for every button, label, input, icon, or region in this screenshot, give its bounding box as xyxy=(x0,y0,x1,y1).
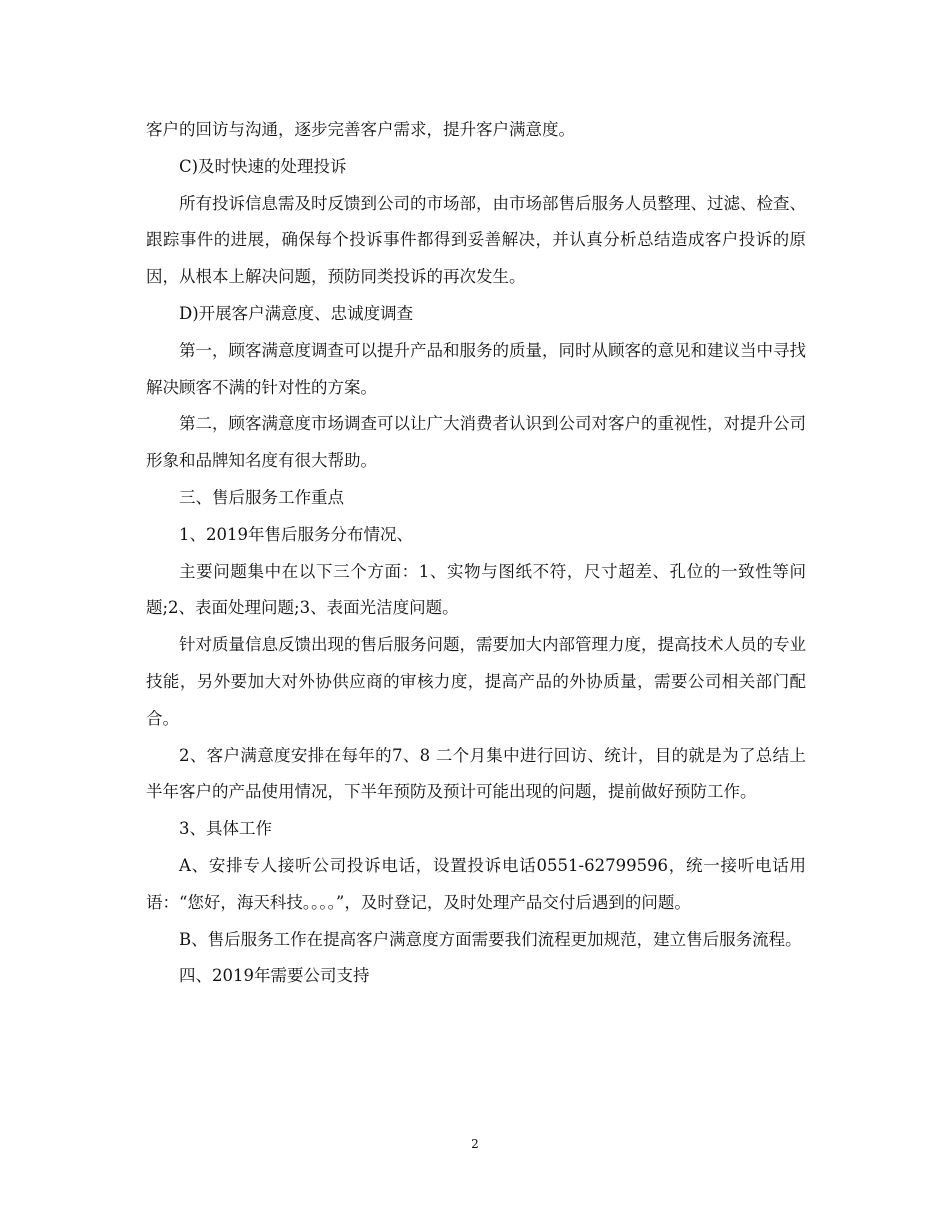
section-heading-3: 三、售后服务工作重点 xyxy=(179,487,344,507)
heading-c: C)及时快速的处理投诉 xyxy=(179,156,347,176)
paragraph-3: 所有投诉信息需及时反馈到公司的市场部，由市场部售后服务人员整理、过滤、检查、跟踪事件的进展，确保每个投诉事件都得到妥善解决，并认真分析总结造成客户投诉的原因，从根本上解决问题，预防同类投诉的再次发生。 xyxy=(146,193,806,287)
body-text xyxy=(146,112,806,995)
paragraph-10: 针对质量信息反馈出现的售后服务问题，需要加大内部管理力度，提高技术人员的专业技能，另外要加大对外协供应商的审核力度，提高产品的外协质量，需要公司相关部门配合。 xyxy=(146,635,806,728)
section-heading-4: 四、2019年需要公司支持 xyxy=(179,966,370,986)
item-3: 3、具体工作 xyxy=(179,819,272,839)
item-b: B、售后服务工作在提高客户满意度方面需要我们流程更加规范，建立售后服务流程。 xyxy=(179,929,802,949)
item-2: 2、客户满意度安排在每年的7、8 二个月集中进行回访、统计，目的就是为了总结上半年客户的产品使用情况，下半年预防及预计可能出现的问题，提前做好预防工作。 xyxy=(146,745,806,802)
heading-d: D)开展客户满意度、忠诚度调查 xyxy=(179,303,414,323)
page-number: 2 xyxy=(471,1137,479,1151)
paragraph-9: 主要问题集中在以下三个方面：1、实物与图纸不符，尺寸超差、孔位的一致性等问题;2、表面处理问题;3、表面光洁度问题。 xyxy=(146,561,806,618)
paragraph-6: 第二，顾客满意度市场调查可以让广大消费者认识到公司对客户的重视性，对提升公司形象和品牌知名度有很大帮助。 xyxy=(146,414,806,471)
item-1: 1、2019年售后服务分布情况、 xyxy=(179,524,413,544)
paragraph-1: 客户的回访与沟通，逐步完善客户需求，提升客户满意度。 xyxy=(146,120,575,139)
item-a: A、安排专人接听公司投诉电话，设置投诉电话0551-62799596，统一接听电话用语：“您好，海天科技。。。。”，及时登记，及时处理产品交付后遇到的问题。 xyxy=(146,855,806,912)
paragraph-5: 第一，顾客满意度调查可以提升产品和服务的质量，同时从顾客的意见和建议当中寻找解决顾客不满的针对性的方案。 xyxy=(146,340,806,397)
